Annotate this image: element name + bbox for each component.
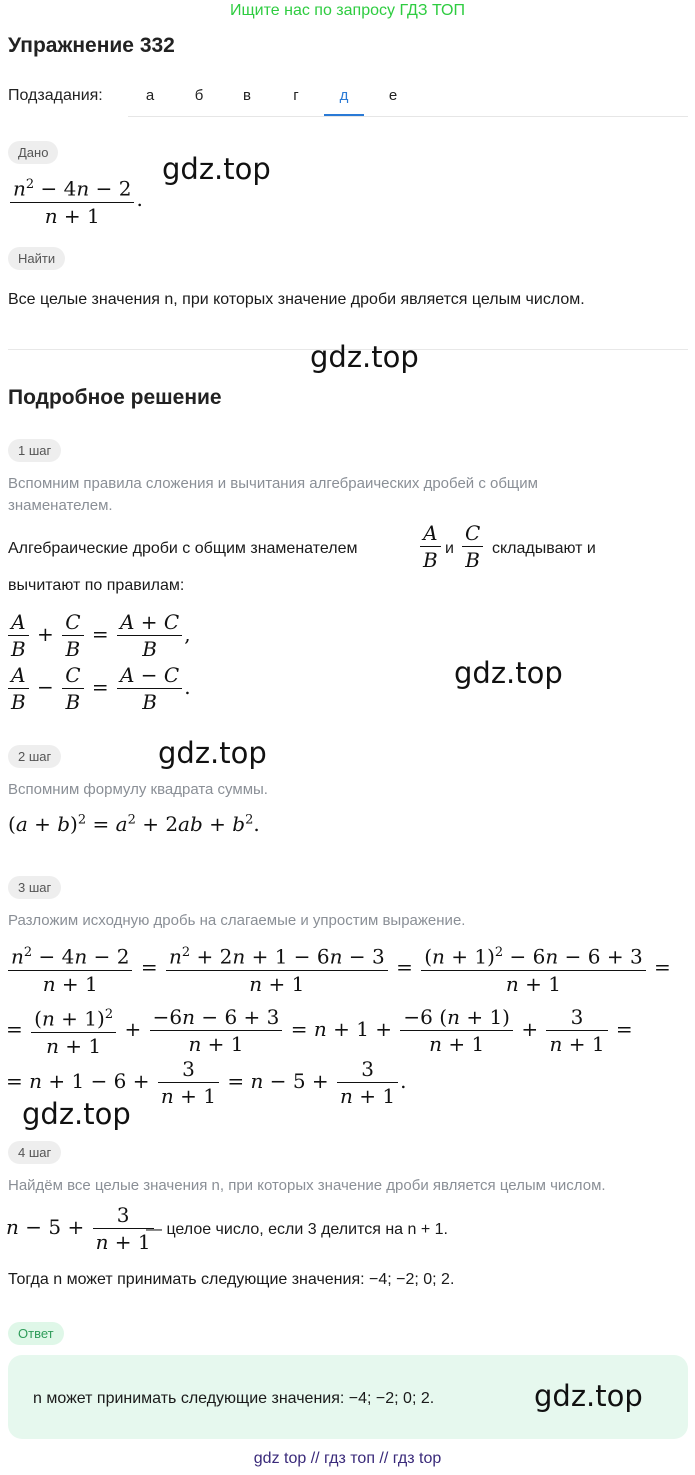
solution-title: Подробное решение bbox=[8, 386, 222, 409]
step-1-text-a: Алгебраические дроби с общим знаменателем bbox=[8, 540, 358, 557]
step-4-pill: 4 шаг bbox=[8, 1141, 61, 1164]
find-pill: Найти bbox=[8, 247, 65, 270]
watermark: gdz.top bbox=[310, 340, 419, 374]
tab-g[interactable]: г bbox=[293, 87, 299, 104]
step-4-text-a: — целое число, если 3 делится на n + 1. bbox=[146, 1221, 448, 1238]
step-3-hint: Разложим исходную дробь на слагаемые и упростим выражение. bbox=[8, 912, 466, 929]
step-1-and: и bbox=[445, 540, 454, 557]
watermark: gdz.top bbox=[534, 1379, 643, 1413]
subtasks-label: Подзадания: bbox=[8, 87, 103, 104]
step-1-pill: 1 шаг bbox=[8, 439, 61, 462]
given-fraction: $\frac{n^2 - 4n - 2}{n + 1}$ . bbox=[8, 172, 143, 229]
step-1-text-c: вычитают по правилам: bbox=[8, 577, 185, 594]
footer-links[interactable]: gdz top // гдз топ // гдз top bbox=[253, 1450, 442, 1467]
page-title: Упражнение 332 bbox=[8, 34, 175, 57]
rule-sum: $\frac{A}{B}$ + $\frac{C}{B}$ = $\frac{A + C}{B}$ , bbox=[6, 609, 191, 662]
watermark: gdz.top bbox=[158, 736, 267, 770]
tab-v[interactable]: в bbox=[243, 87, 251, 104]
rule-diff: $\frac{A}{B}$ − $\frac{C}{B}$ = $\frac{A - C}{B}$ . bbox=[6, 662, 191, 715]
subtask-tabs bbox=[128, 78, 688, 117]
step-3-pill: 3 шаг bbox=[8, 876, 61, 899]
tab-a[interactable]: а bbox=[145, 87, 155, 104]
watermark: gdz.top bbox=[162, 152, 271, 186]
derivation-line-1: $\frac{n^2 - 4n - 2}{n + 1}$ = $\frac{n^2 + 2n + 1 - 6n - 3}{n + 1}$ = $\frac{(n + 1)^2 - 6n - 6 + 3}{n + 1}$ = bbox=[6, 940, 671, 997]
tab-e[interactable]: е bbox=[388, 87, 398, 104]
given-pill: Дано bbox=[8, 141, 58, 164]
step-1-hint: Вспомним правила сложения и вычитания алгебраических дробей с общим знаменателем. bbox=[8, 475, 538, 514]
step-2-hint: Вспомним формулу квадрата суммы. bbox=[8, 781, 268, 798]
answer-pill: Ответ bbox=[8, 1322, 64, 1345]
tab-d[interactable]: д bbox=[324, 78, 364, 116]
search-banner: Ищите нас по запросу ГДЗ ТОП bbox=[230, 2, 465, 19]
derivation-line-2: = $\frac{(n + 1)^2}{n + 1}$ + $\frac{-6n - 6 + 3}{n + 1}$ = n + 1 + $\frac{-6 (n + 1)}{n + 1}$ + $\frac{3}{n + 1}$ = bbox=[6, 1002, 633, 1059]
step-4-expression: n − 5 + $\frac{3}{n + 1}$ bbox=[6, 1202, 156, 1255]
watermark: gdz.top bbox=[22, 1097, 131, 1131]
fraction-c-b: $\frac{C}{B}$ bbox=[460, 520, 485, 573]
tab-b[interactable]: б bbox=[194, 87, 204, 104]
watermark: gdz.top bbox=[454, 656, 563, 690]
step-2-pill: 2 шаг bbox=[8, 745, 61, 768]
derivation-line-3: = n + 1 − 6 + $\frac{3}{n + 1}$ = n − 5 + $\frac{3}{n + 1}$ . bbox=[6, 1057, 407, 1108]
step-1-text-b: складывают и bbox=[492, 540, 596, 557]
step-4-text-b: Тогда n может принимать следующие значения: −4; −2; 0; 2. bbox=[8, 1271, 455, 1288]
square-of-sum: $(a + b)^2 = a^2 + 2ab + b^2$. bbox=[8, 812, 260, 836]
find-text: Все целые значения n, при которых значение дроби является целым числом. bbox=[8, 291, 585, 308]
step-4-hint: Найдём все целые значения n, при которых значение дроби является целым числом. bbox=[8, 1177, 606, 1194]
fraction-a-b: $\frac{A}{B}$ bbox=[418, 520, 443, 573]
answer-text: n может принимать следующие значения: −4; −2; 0; 2. bbox=[33, 1390, 435, 1407]
